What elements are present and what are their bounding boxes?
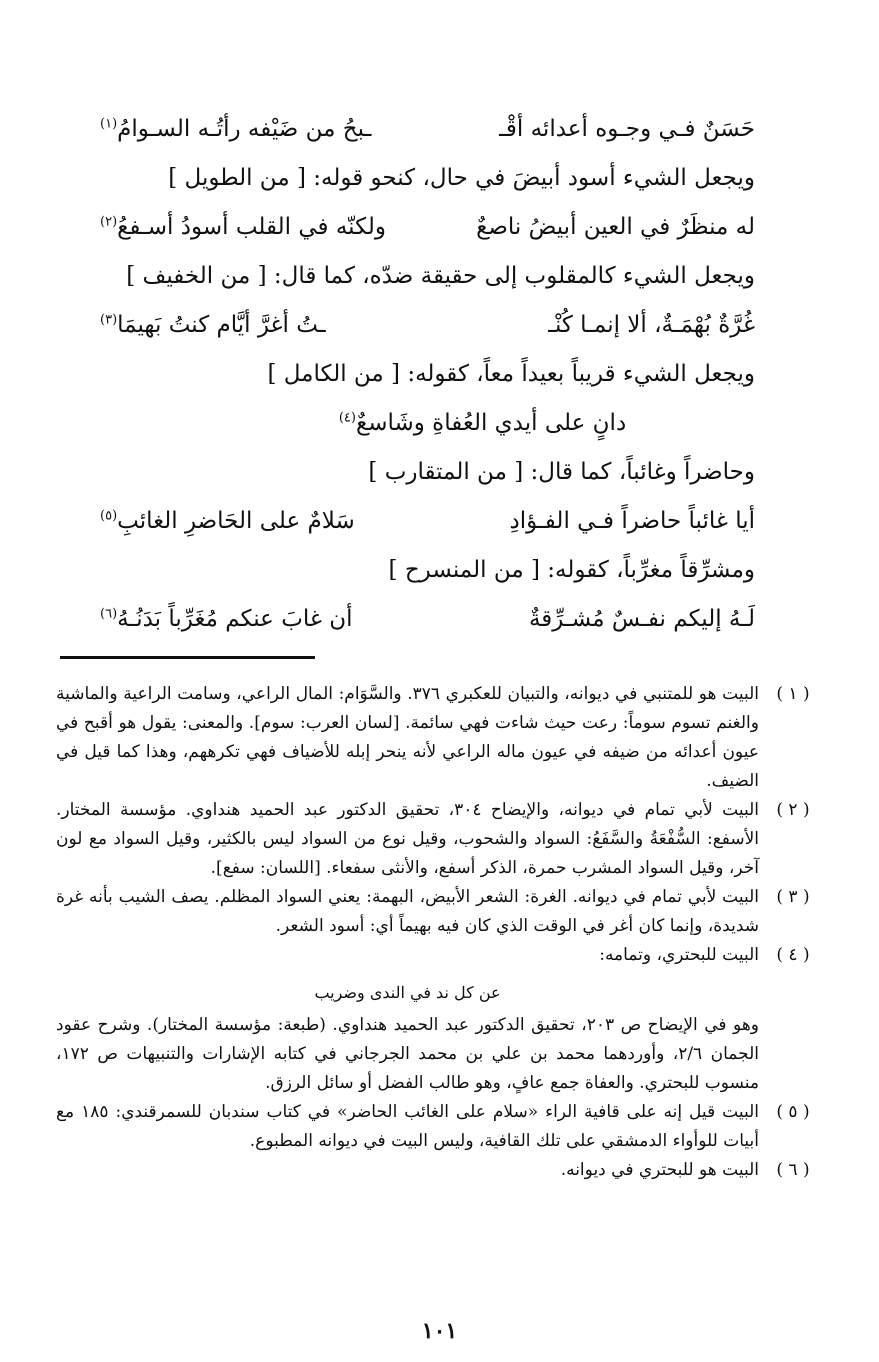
footnote-ref: (١) [100,116,118,132]
footnote-number: ( ١ ) [776,684,810,704]
footnote [56,680,821,796]
footnote-number: ( ٣ ) [776,887,810,907]
footnote [56,796,821,883]
verse-line [100,595,755,644]
footnote-ref: (٤) [338,410,356,426]
footnote-text: البيت قيل إنه على قافية الراء «سلام على الغائب الحاضر» في كتاب سندبان للسمرقندي: ١٨٥ مع أبيات للوأواء الدمشقي على تلك القافية، وليس البيت في ديوانه المطبوع. [56,1102,759,1151]
footnote-text: البيت هو للمتنبي في ديوانه، والتبيان للعكبري ٣٧٦. والسَّوَام: المال الراعي، وسامت الراعية والماشية والغنم تسوم سوماً: رعت حيث شاءت فهي سائمة. [لسان العرب: سوم]. والمعنى: يقول هو أقبح في عيون أعدائه من ضيفه في عيون ماله الراعي لأنه ينحر إبله للأضياف فهي تكرههم، وهذا كما قيل في الضيف. [56,684,759,791]
footnote-ref: (٥) [100,508,118,524]
verse-line [100,301,755,350]
verse-line [100,203,755,252]
footnote-text: البيت لأبي تمام في ديوانه. الغرة: الشعر الأبيض، البهمة: يعني السواد المظلم. يصف الشيب بأنه غرة شديدة، وإنما كان أغر في الوقت الذي كان فيه بهيماً أي: أسود الشعر. [56,887,759,936]
second-hemistich: أن غابَ عنكم مُغَرِّباً بَدَنُـهُ$^{(٦)}$ [100,606,353,632]
verse-line [100,105,755,154]
footnote-text: البيت للبحتري، وتمامه: [599,945,759,965]
second-hemistich: ـبحُ من ضَيْفه رأتُـه السـوامُ$^{(١)}$ [100,116,372,142]
footnote-separator [60,656,315,659]
main-text [100,105,755,644]
prose-line: ويجعل الشيء كالمقلوب إلى حقيقة ضدّه، كما قال: [ من الخفيف ] [126,263,755,289]
footnote [56,883,821,941]
prose-line: ويجعل الشيء أسود أبيضَ في حال، كنحو قوله: [ من الطويل ] [168,165,755,191]
first-hemistich: حَسَنٌ فـي وجـوه أعدائه أقْـ [499,116,755,142]
footnotes [56,680,821,1185]
footnote-number: ( ٥ ) [776,1102,810,1122]
footnote-text-continued: وهو في الإيضاح ص ٢٠٣، تحقيق الدكتور عبد الحميد هنداوي. (طبعة: مؤسسة المختار). وشرح عقود الجمان ٢/٦، وأوردهما محمد بن علي بن محمد الجرجاني في كتابه الإشارات والتنبيهات ص ١٧٢، منسوب للبحتري. والعفاة جمع عافٍ، وهو طالب الفضل أو سائل الرزق. [56,1015,760,1093]
second-hemistich: ـتُ أغرَّ أيَّام كنتُ بَهيمَا$^{(٣)}$ [100,312,326,338]
footnote-number: ( ٤ ) [776,945,810,965]
quoted-hemistich: عن كل ند في الندى وضريب [314,983,501,1002]
footnote-text: البيت هو للبحتري في ديوانه. [560,1160,759,1180]
prose-line: ويجعل الشيء قريباً بعيداً معاً، كقوله: [ من الكامل ] [267,361,755,387]
footnote-number: ( ٢ ) [776,800,810,820]
page-number: ١٠١ [421,1318,458,1344]
prose-line: وحاضراً وغائباً، كما قال: [ من المتقارب ] [368,459,755,485]
footnote-ref: (٦) [100,606,118,622]
second-hemistich: سَلامٌ على الحَاضرِ الغائبِ$^{(٥)}$ [100,508,355,534]
footnote-text: البيت لأبي تمام في ديوانه، والإيضاح ٣٠٤، تحقيق الدكتور عبد الحميد هنداوي. مؤسسة المختار. الأسفع: السُّفْعَةُ والسَّفَعُ: السواد والشحوب، وقيل نوع من السواد ليس بالكثير، وقيل السواد مع لون آخر، وقيل السواد المشرب حمرة، الذكر أسفع، والأنثى سفعاء. [اللسان: سفع]. [56,800,759,878]
single-hemistich: دانٍ على أيدي العُفاةِ وشَاسعٌ$^{(٤)}$ [338,410,627,436]
first-hemistich: لَـهُ إليكم نفـسٌ مُشـرِّقةٌ [528,606,755,632]
footnote-number: ( ٦ ) [776,1160,810,1180]
footnote [56,941,821,1098]
first-hemistich: أيا غائباً حاضراً فـي الفـؤادِ [509,508,755,534]
verse-line [100,497,755,546]
second-hemistich: ولكنّه في القلب أسودُ أسـفعُ$^{(٢)}$ [100,214,386,240]
footnote-ref: (٢) [100,214,118,230]
prose-line: ومشرِّقاً مغرِّباً، كقوله: [ من المنسرح ] [388,557,755,583]
footnote-ref: (٣) [100,312,118,328]
footnote [56,1098,821,1156]
first-hemistich: غُرَّةٌ بُهْمَـةٌ، ألا إنمـا كُنْـ [548,312,755,338]
footnote [56,1156,821,1185]
first-hemistich: له منظَرٌ في العين أبيضُ ناصعٌ [476,214,755,240]
